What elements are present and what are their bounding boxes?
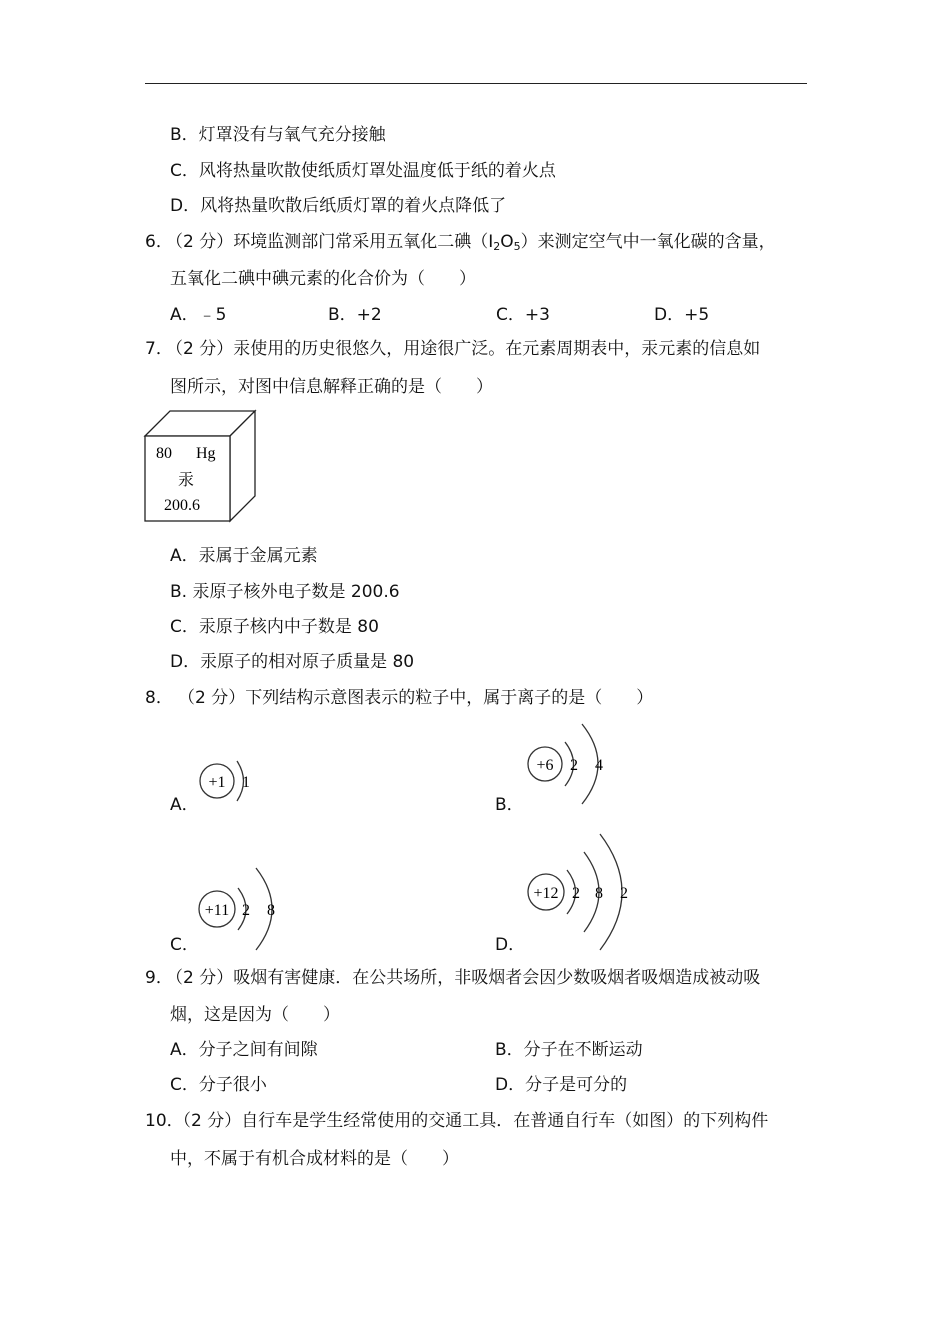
q5-option-b[interactable]: B．灯罩没有与氧气充分接触 [170, 125, 386, 145]
q7-stem-line2: 图所示，对图中信息解释正确的是（ ） [170, 377, 493, 397]
q7-number: 7． [145, 339, 173, 359]
shell-electrons-d3: 2 [620, 885, 628, 902]
q6-option-c[interactable]: C．+3 [496, 305, 550, 325]
q9-option-b[interactable]: B．分子在不断运动 [495, 1040, 643, 1060]
q5-option-d[interactable]: D．风将热量吹散后纸质灯罩的着火点降低了 [170, 196, 507, 216]
shell-electrons-a1: 1 [242, 774, 250, 791]
q10-stem-line1: （2 分）自行车是学生经常使用的交通工具．在普通自行车（如图）的下列构件 [174, 1111, 769, 1131]
q6-sub2: 5 [513, 240, 521, 253]
shell-electrons-c2: 8 [267, 902, 275, 919]
q9-number: 9． [145, 968, 173, 988]
q8-option-b-label[interactable]: B． [495, 795, 524, 815]
q9-option-c[interactable]: C．分子很小 [170, 1075, 267, 1095]
q6-stem-line1 [166, 231, 776, 253]
shell-arc-d3 [600, 834, 622, 950]
q6-mid: O [500, 232, 514, 252]
shell-electrons-b1: 2 [570, 757, 578, 774]
element-symbol: Hg [196, 445, 216, 462]
element-atomic-number: 80 [156, 445, 172, 462]
atom-diagram-c [192, 862, 292, 952]
q10-number: 10． [145, 1111, 184, 1131]
q8-option-d-label[interactable]: D． [495, 935, 526, 955]
nucleus-charge-c: +11 [204, 902, 230, 919]
shell-electrons-d2: 8 [595, 885, 603, 902]
q7-option-a[interactable]: A．汞属于金属元素 [170, 546, 318, 566]
shell-electrons-c1: 2 [242, 902, 250, 919]
q10-stem-line2: 中，不属于有机合成材料的是（ ） [170, 1149, 459, 1169]
q9-stem-line2: 烟，这是因为（ ） [170, 1005, 340, 1025]
q7-option-d[interactable]: D．汞原子的相对原子质量是 80 [170, 652, 415, 672]
q8-number: 8． [145, 688, 173, 708]
q6-number: 6． [145, 232, 173, 252]
atom-diagram-b [520, 718, 620, 808]
q9-option-a[interactable]: A．分子之间有间隙 [170, 1040, 318, 1060]
q8-option-c-label[interactable]: C． [170, 935, 199, 955]
atom-diagram-a [190, 750, 270, 810]
q9-option-d[interactable]: D．分子是可分的 [495, 1075, 628, 1095]
q7-option-c[interactable]: C．汞原子核内中子数是 80 [170, 617, 379, 637]
nucleus-charge-d: +12 [533, 885, 559, 902]
q6-stem-line2: 五氧化二碘中碘元素的化合价为（ ） [170, 269, 476, 289]
shell-electrons-b2: 4 [595, 757, 603, 774]
nucleus-charge-a: +1 [208, 774, 226, 791]
q7-stem-line1: （2 分）汞使用的历史很悠久，用途很广泛。在元素周期表中，汞元素的信息如 [166, 339, 761, 359]
q8-stem: （2 分）下列结构示意图表示的粒子中，属于离子的是（ ） [178, 688, 654, 708]
header-rule [145, 83, 807, 84]
q6-option-a[interactable]: A．﹣5 [170, 305, 227, 325]
q9-stem-line1: （2 分）吸烟有害健康．在公共场所，非吸烟者会因少数吸烟者吸烟造成被动吸 [166, 968, 761, 988]
q5-option-c[interactable]: C．风将热量吹散使纸质灯罩处温度低于纸的着火点 [170, 161, 556, 181]
q6-option-d[interactable]: D．+5 [654, 305, 710, 325]
q6-option-b[interactable]: B．+2 [328, 305, 382, 325]
mercury-element-cell [140, 406, 260, 526]
q6-stem-post: ）来测定空气中一氧化碳的含量， [520, 232, 776, 252]
q6-stem-pre: （2 分）环境监测部门常采用五氧化二碘（I [166, 232, 494, 252]
element-mass: 200.6 [164, 497, 200, 514]
q7-option-b[interactable]: B. 汞原子核外电子数是 200.6 [170, 582, 400, 602]
shell-electrons-d1: 2 [572, 885, 580, 902]
atom-diagram-d [520, 830, 640, 954]
nucleus-charge-b: +6 [536, 757, 554, 774]
element-name: 汞 [178, 472, 195, 489]
q6-sub1: 2 [493, 240, 501, 253]
q8-option-a-label[interactable]: A． [170, 795, 199, 815]
